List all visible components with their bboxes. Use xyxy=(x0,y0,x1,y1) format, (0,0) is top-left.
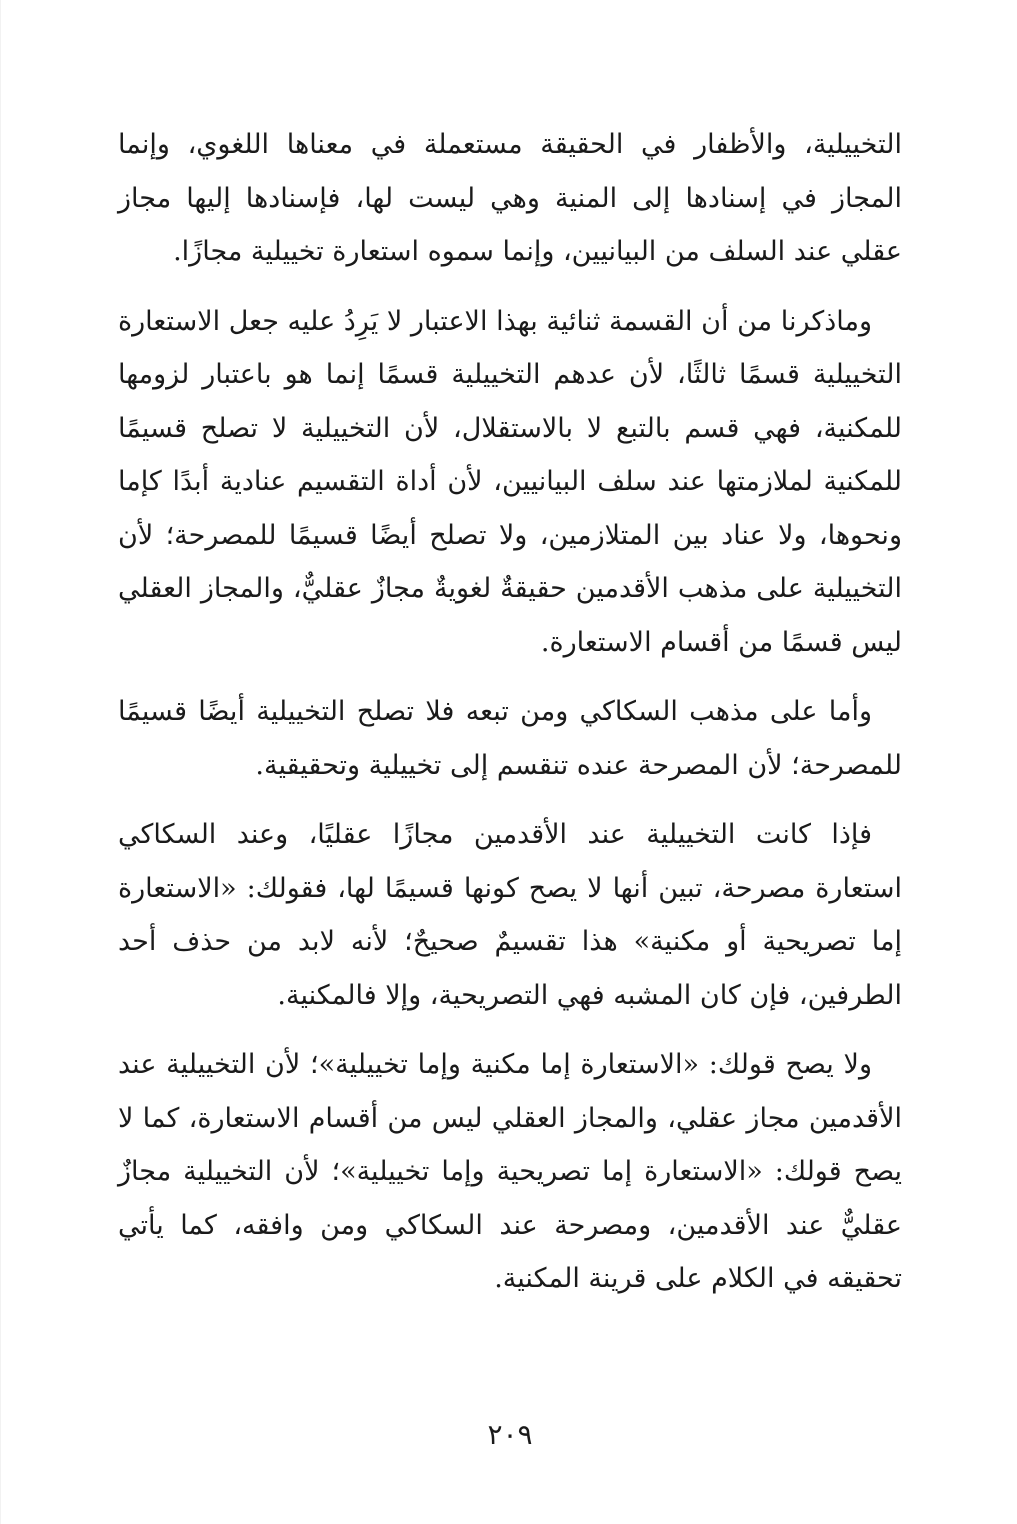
paragraph-gap xyxy=(118,1022,902,1038)
page-number: ٢٠٩ xyxy=(487,1418,533,1451)
document-page xyxy=(118,118,902,1478)
paragraph-sakkaki: وأما على مذهب السكاكي ومن تبعه فلا تصلح التخييلية أيضًا قسيمًا للمصرحة؛ لأن المصرحة عنده تنقسم إلى تخييلية وتحقيقية. xyxy=(118,696,902,781)
paragraph-gap xyxy=(118,279,902,295)
scan-edge-line xyxy=(0,0,1,1524)
paragraph-division-note: وماذكرنا من أن القسمة ثنائية بهذا الاعتبار لا يَرِدُ عليه جعل الاستعارة التخييلية قسمًا ثالثًا، لأن عدهم التخييلية قسمًا إنما هو باعتبار لزومها للمكنية، فهي قسم بالتبع لا بالاستقلال، لأن التخييلية لا تصلح قسيمًا للمكنية لملازمتها عند سلف البيانيين، لأن أداة التقسيم عنادية أبدًا كإما ونحوها، ولا عناد بين المتلازمين، ولا تصلح أيضًا قسيمًا للمصرحة؛ لأن التخييلية على مذهب الأقدمين حقيقةٌ لغويةٌ مجازٌ عقليٌّ، والمجاز العقلي ليس قسمًا من أقسام الاستعارة. xyxy=(118,305,902,658)
paragraph-final: ولا يصح قولك: «الاستعارة إما مكنية وإما تخييلية»؛ لأن التخييلية عند الأقدمين مجاز عقلي، والمجاز العقلي ليس من أقسام الاستعارة، كما لا يصح قولك: «الاستعارة إما تصريحية وإما تخييلية»؛ لأن التخييلية مجازٌ عقليٌّ عند الأقدمين، ومصرحة عند السكاكي ومن وافقه، كما يأتي تحقيقه في الكلام على قرينة المكنية. xyxy=(118,1049,902,1294)
paragraph-continuation: التخييلية، والأظفار في الحقيقة مستعملة في معناها اللغوي، وإنما المجاز في إسنادها إلى المنية وهي ليست لها، فإسنادها إليها مجاز عقلي عند السلف من البيانيين، وإنما سموه استعارة تخييلية مجازًا. xyxy=(118,129,902,267)
paragraph-gap xyxy=(118,792,902,808)
paragraph-gap xyxy=(118,669,902,685)
paragraph-conclusion: فإذا كانت التخييلية عند الأقدمين مجازًا عقليًا، وعند السكاكي استعارة مصرحة، تبين أنها لا يصح كونها قسيمًا لها، فقولك: «الاستعارة إما تصريحية أو مكنية» هذا تقسيمٌ صحيحٌ؛ لأنه لابد من حذف أحد الطرفين، فإن كان المشبه فهي التصريحية، وإلا فالمكنية. xyxy=(118,819,902,1011)
